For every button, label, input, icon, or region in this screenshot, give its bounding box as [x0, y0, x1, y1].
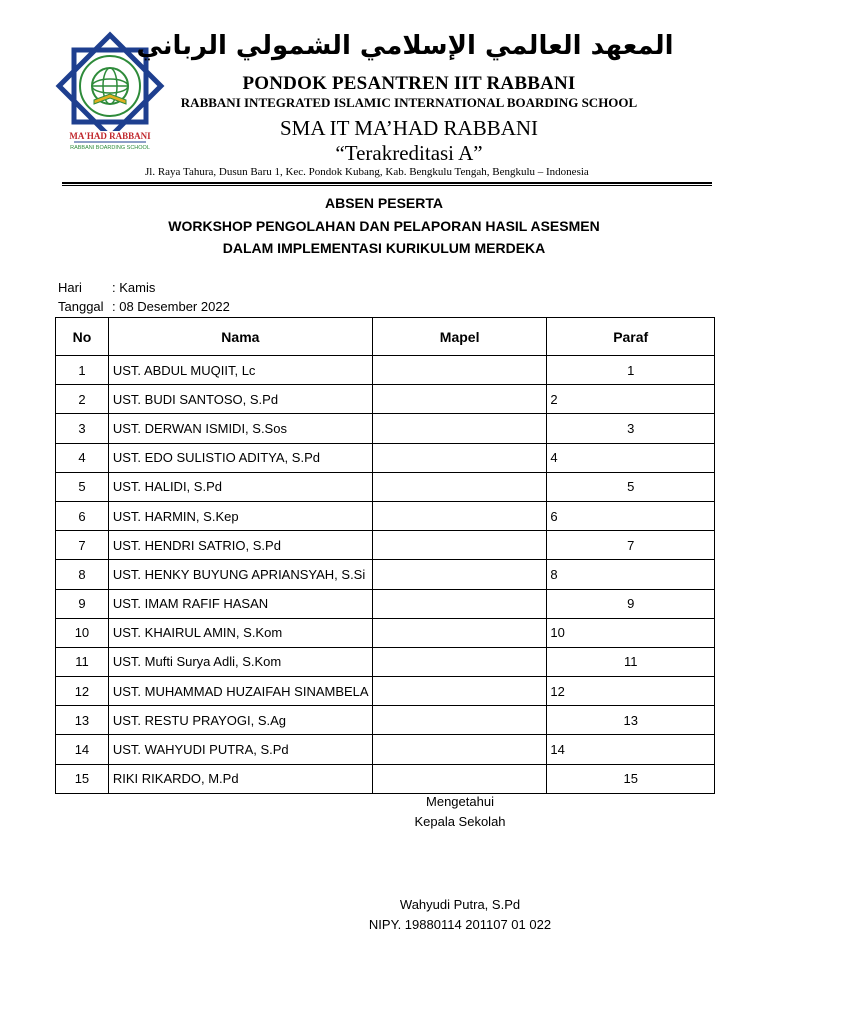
cell-no: 11 — [56, 647, 109, 676]
svg-text:RABBANI BOARDING SCHOOL: RABBANI BOARDING SCHOOL — [70, 145, 150, 151]
table-row — [56, 618, 715, 647]
cell-nama: UST. HALIDI, S.Pd — [108, 472, 372, 501]
cell-nama: UST. IMAM RAFIF HASAN — [108, 589, 372, 618]
cell-mapel[interactable] — [372, 764, 547, 793]
table-row — [56, 443, 715, 472]
table-row — [56, 560, 715, 589]
institution-subtitle: RABBANI INTEGRATED ISLAMIC INTERNATIONAL BOARDING SCHOOL — [180, 95, 638, 110]
attendance-table — [55, 317, 715, 794]
cell-mapel[interactable] — [372, 501, 547, 530]
cell-nama: UST. HARMIN, S.Kep — [108, 501, 372, 530]
table-row — [56, 414, 715, 443]
cell-nama: UST. HENKY BUYUNG APRIANSYAH, S.Si — [108, 560, 372, 589]
cell-paraf[interactable]: 11 — [547, 647, 715, 676]
header-nama: Nama — [108, 318, 372, 356]
cell-paraf[interactable]: 14 — [547, 735, 715, 764]
cell-mapel[interactable] — [372, 443, 547, 472]
header-mapel: Mapel — [372, 318, 547, 356]
cell-paraf[interactable]: 1 — [547, 356, 715, 385]
cell-nama: UST. KHAIRUL AMIN, S.Kom — [108, 618, 372, 647]
table-row — [56, 706, 715, 735]
cell-mapel[interactable] — [372, 677, 547, 706]
cell-mapel[interactable] — [372, 589, 547, 618]
table-row — [56, 589, 715, 618]
cell-no: 3 — [56, 414, 109, 443]
cell-no: 12 — [56, 677, 109, 706]
cell-no: 14 — [56, 735, 109, 764]
cell-mapel[interactable] — [372, 647, 547, 676]
school-name: SMA IT MA’HAD RABBANI — [279, 116, 539, 140]
cell-nama: UST. EDO SULISTIO ADITYA, S.Pd — [108, 443, 372, 472]
cell-paraf[interactable]: 3 — [547, 414, 715, 443]
cell-no: 10 — [56, 618, 109, 647]
acknowledged-label: Mengetahui — [426, 794, 494, 809]
cell-no: 7 — [56, 531, 109, 560]
arabic-title — [136, 14, 674, 76]
date-row — [58, 299, 230, 314]
letterhead-divider — [62, 182, 712, 184]
address: Jl. Raya Tahura, Dusun Baru 1, Kec. Pondok Kubang, Kab. Bengkulu Tengah, Bengkulu – Indonesia — [145, 166, 589, 178]
cell-no: 8 — [56, 560, 109, 589]
cell-no: 4 — [56, 443, 109, 472]
cell-nama: UST. HENDRI SATRIO, S.Pd — [108, 531, 372, 560]
cell-no: 2 — [56, 385, 109, 414]
cell-nama: UST. DERWAN ISMIDI, S.Sos — [108, 414, 372, 443]
cell-paraf[interactable]: 9 — [547, 589, 715, 618]
cell-paraf[interactable]: 10 — [547, 618, 715, 647]
table-header-row — [56, 318, 715, 356]
cell-mapel[interactable] — [372, 531, 547, 560]
principal-title: Kepala Sekolah — [414, 814, 506, 829]
doc-subtitle-1: WORKSHOP PENGOLAHAN DAN PELAPORAN HASIL ASESMEN — [168, 218, 600, 234]
table-row — [56, 764, 715, 793]
cell-paraf[interactable]: 15 — [547, 764, 715, 793]
cell-mapel[interactable] — [372, 385, 547, 414]
header-paraf: Paraf — [547, 318, 715, 356]
table-row — [56, 385, 715, 414]
doc-title: ABSEN PESERTA — [325, 195, 443, 211]
cell-mapel[interactable] — [372, 618, 547, 647]
cell-nama: UST. BUDI SANTOSO, S.Pd — [108, 385, 372, 414]
cell-mapel[interactable] — [372, 472, 547, 501]
header-no: No — [56, 318, 109, 356]
date-value: : 08 Desember 2022 — [112, 299, 230, 314]
cell-no: 6 — [56, 501, 109, 530]
cell-no: 9 — [56, 589, 109, 618]
cell-no: 5 — [56, 472, 109, 501]
cell-no: 15 — [56, 764, 109, 793]
letterhead-divider-thin — [62, 185, 712, 186]
cell-paraf[interactable]: 12 — [547, 677, 715, 706]
doc-subtitle-2: DALAM IMPLEMENTASI KURIKULUM MERDEKA — [222, 240, 546, 256]
accreditation: “Terakreditasi A” — [335, 141, 483, 165]
cell-mapel[interactable] — [372, 414, 547, 443]
cell-mapel[interactable] — [372, 706, 547, 735]
cell-paraf[interactable]: 13 — [547, 706, 715, 735]
day-row — [58, 280, 155, 295]
cell-paraf[interactable]: 2 — [547, 385, 715, 414]
cell-mapel[interactable] — [372, 735, 547, 764]
institution-name: PONDOK PESANTREN IIT RABBANI — [242, 73, 576, 94]
principal-name: Wahyudi Putra, S.Pd — [399, 897, 521, 912]
svg-text:المعهد العالمي الإسلامي الشمول: المعهد العالمي الإسلامي الشمولي الرباني — [136, 31, 674, 61]
day-label: Hari — [58, 280, 82, 295]
cell-nama: UST. RESTU PRAYOGI, S.Ag — [108, 706, 372, 735]
cell-mapel[interactable] — [372, 560, 547, 589]
cell-paraf[interactable]: 5 — [547, 472, 715, 501]
cell-paraf[interactable]: 7 — [547, 531, 715, 560]
table-row — [56, 501, 715, 530]
table-row — [56, 472, 715, 501]
cell-mapel[interactable] — [372, 356, 547, 385]
table-row — [56, 735, 715, 764]
cell-paraf[interactable]: 6 — [547, 501, 715, 530]
cell-nama: RIKI RIKARDO, M.Pd — [108, 764, 372, 793]
cell-no: 13 — [56, 706, 109, 735]
table-row — [56, 356, 715, 385]
cell-paraf[interactable]: 4 — [547, 443, 715, 472]
day-value: : Kamis — [112, 280, 156, 295]
cell-nama: UST. Mufti Surya Adli, S.Kom — [108, 647, 372, 676]
cell-paraf[interactable]: 8 — [547, 560, 715, 589]
table-row — [56, 647, 715, 676]
svg-text:MA'HAD RABBANI: MA'HAD RABBANI — [69, 131, 151, 141]
cell-no: 1 — [56, 356, 109, 385]
cell-nama: UST. WAHYUDI PUTRA, S.Pd — [108, 735, 372, 764]
cell-nama: UST. ABDUL MUQIIT, Lc — [108, 356, 372, 385]
table-row — [56, 531, 715, 560]
date-label: Tanggal — [58, 299, 104, 314]
principal-nipy: NIPY. 19880114 201107 01 022 — [368, 917, 552, 932]
table-row — [56, 677, 715, 706]
cell-nama: UST. MUHAMMAD HUZAIFAH SINAMBELA — [108, 677, 372, 706]
